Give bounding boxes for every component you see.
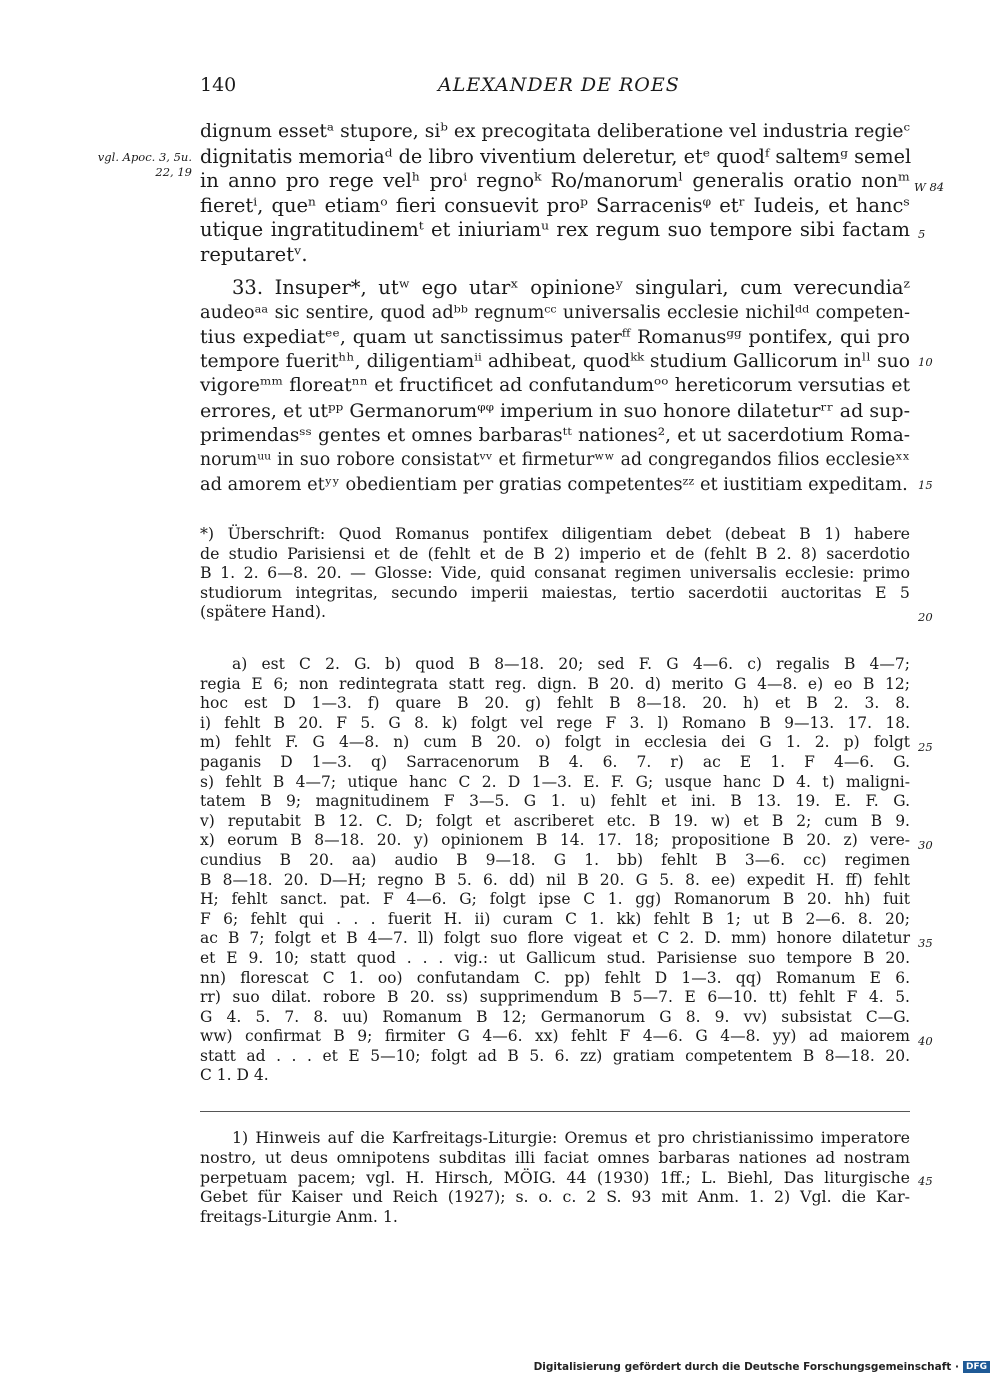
apparatus-line: C 1. D 4. <box>200 1066 269 1085</box>
margin-citation <box>80 150 192 180</box>
text-line: reputaretᵛ. <box>200 242 308 266</box>
text-line: tempore fueritʰʰ, diligentiamⁱⁱ adhibeat, quodᵏᵏ studium Gallicorum inˡˡ suo <box>200 350 910 372</box>
critical-apparatus <box>200 655 910 1086</box>
heading-gloss-note <box>200 524 910 622</box>
text-line: errores, et utᵖᵖ Germanorumᵠᵠ imperium in suo honore dilateturʳʳ ad sup- <box>200 399 910 422</box>
apparatus-line: paganis D 1—3. q) Sarracenorum B 4. 6. 7. r) ac E 1. F 4—6. G. <box>200 752 910 771</box>
apparatus-line: statt ad . . . et E 5—10; folgt ad B 5. 6. zz) gratiam competentem B 8—18. 20. <box>200 1046 910 1065</box>
apparatus-line: x) eorum B 8—18. 20. y) opinionem B 14. 17. 18; propositione B 20. z) vere- <box>200 831 910 850</box>
apparatus-line: et E 9. 10; statt quod . . . vig.: ut Gallicum stud. Parisiense suo tempore B 20. <box>200 948 910 967</box>
apparatus-line: m) fehlt F. G 4—8. n) cum B 20. o) folgt in ecclesia dei G 1. 2. p) folgt <box>200 733 910 752</box>
apparatus-line: nn) florescat C 1. oo) confutandam C. pp) fehlt D 1—3. qq) Romanum E 6. <box>200 968 910 987</box>
note-line: B 1. 2. 6—8. 20. — Glosse: Vide, quid consanat regimen universalis ecclesie: primo <box>200 563 910 583</box>
footnote-line: Gebet für Kaiser und Reich (1927); s. o. c. 2 S. 93 mit Anm. 1. 2) Vgl. die Kar- <box>200 1187 910 1207</box>
margin-ref-w84: W 84 <box>914 180 945 194</box>
line-number: 10 <box>918 355 933 369</box>
footnote-line: perpetuam pacem; vgl. H. Hirsch, MÖIG. 44 (1930) 1ff.; L. Biehl, Das liturgische <box>200 1167 910 1187</box>
apparatus-line: rr) suo dilat. robore B 20. ss) supprimendum B 5—7. E 6—10. tt) fehlt F 4. 5. <box>200 988 910 1007</box>
text-line: 33. Insuper*, utʷ ego utarˣ opinioneʸ singulari, cum verecundiaᶻ <box>232 276 910 299</box>
digitization-credit <box>534 1356 990 1378</box>
page-number: 140 <box>200 74 237 96</box>
text-line: tius expediatᵉᵉ, quam ut sanctissimus paterᶠᶠ Romanusᵍᵍ pontifex, qui pro <box>200 326 910 349</box>
footnotes <box>200 1128 910 1227</box>
footnote-line: freitags-Liturgie Anm. 1. <box>200 1207 398 1227</box>
text-line: vigoreᵐᵐ floreatⁿⁿ et fructificet ad confutandumᵒᵒ hereticorum versutias et <box>200 375 910 397</box>
note-line: (spätere Hand). <box>200 602 327 622</box>
running-title: ALEXANDER DE ROES <box>438 74 680 96</box>
apparatus-line: i) fehlt B 20. F 5. G 8. k) folgt vel rege F 3. l) Romano B 9—13. 17. 18. <box>200 713 910 732</box>
apparatus-line: hoc est D 1—3. f) quare B 20. g) fehlt B 8—18. 20. h) et B 2. 3. 8. <box>200 694 910 713</box>
apparatus-line: ww) confirmat B 9; firmiter G 4—6. xx) fehlt F 4—6. G 4—8. yy) ad maiorem <box>200 1027 910 1046</box>
line-number: 25 <box>918 740 933 754</box>
note-line: *) Überschrift: Quod Romanus pontifex diligentiam debet (debeat B 1) habere <box>200 524 910 543</box>
text-line: primendasˢˢ gentes et omnes barbarasᵗᵗ nationes², et ut sacerdotium Roma- <box>200 424 910 446</box>
line-number: 45 <box>918 1174 933 1188</box>
apparatus-line: ac B 7; folgt et B 4—7. ll) folgt suo flore vigeat et C 2. D. mm) honore dilatetur <box>200 929 910 948</box>
margin-citation-line: 22, 19 <box>155 165 192 179</box>
text-line: fieretⁱ, queⁿ etiamᵒ fieri consuevit proᵖ Sarracenisᵠ etʳ Iudeis, et hancˢ <box>200 193 910 217</box>
line-number: 5 <box>918 227 926 241</box>
text-line: dignitatis memoriaᵈ de libro viventium deleretur, etᵉ quodᶠ saltemᵍ semel <box>200 144 912 168</box>
text-line: utique ingratitudinemᵗ et iniuriamᵘ rex regum suo tempore sibi factam <box>200 218 910 242</box>
line-number: 20 <box>918 610 933 624</box>
apparatus-line: G 4. 5. 7. 8. uu) Romanum B 12; Germanorum G 8. 9. vv) subsistat C—G. <box>200 1007 910 1026</box>
dfg-logo: DFG <box>963 1361 990 1373</box>
apparatus-line: v) reputabit B 12. C. D; folgt et ascriberet etc. B 19. w) et B 2; cum B 9. <box>200 811 910 830</box>
text-line: audeoᵃᵃ sic sentire, quod adᵇᵇ regnumᶜᶜ universalis ecclesie nichilᵈᵈ competen- <box>200 302 910 323</box>
footnote-line: 1) Hinweis auf die Karfreitags-Liturgie: Oremus et pro christianissimo imperatore <box>232 1128 910 1147</box>
note-line: de studio Parisiensi et de (fehlt et de B 2) imperio et de (fehlt B 2. 8) sacerdotio <box>200 543 910 563</box>
text-line: dignum essetᵃ stupore, siᵇ ex precogitata deliberatione vel industria regieᶜ <box>200 121 910 142</box>
text-line: norumᵘᵘ in suo robore consistatᵛᵛ et firmeturʷʷ ad congregandos filios ecclesieˣˣ <box>200 450 910 471</box>
line-number: 15 <box>918 478 933 492</box>
margin-citation-line: vgl. Apoc. 3, 5u. <box>97 150 192 164</box>
paragraph-33 <box>200 276 910 497</box>
apparatus-line: B 8—18. 20. D—H; regno B 5. 6. dd) nil B 20. G 5. 8. ee) expedit H. ff) fehlt <box>200 870 910 889</box>
apparatus-line: H; fehlt sanct. pat. F 4—6. G; folgt ipse C 1. gg) Romanorum B 20. hh) fuit <box>200 890 910 909</box>
credit-text: Digitalisierung gefördert durch die Deutsche Forschungsgemeinschaft · <box>533 1361 959 1373</box>
paragraph-32-end <box>200 120 910 268</box>
line-number: 40 <box>918 1034 933 1048</box>
apparatus-line: s) fehlt B 4—7; utique hanc C 2. D 1—3. E. F. G; usque hanc D 4. t) maligni- <box>200 772 910 791</box>
apparatus-line: tatem B 9; magnitudinem F 3—5. G 1. u) fehlt et ini. B 13. 19. E. F. G. <box>200 792 910 811</box>
apparatus-line: regia E 6; non redintegrata statt reg. dign. B 20. d) merito G 4—8. e) eo B 12; <box>200 674 910 693</box>
note-line: studiorum integritas, secundo imperii maiestas, tertio sacerdotii auctoritas E 5 <box>200 582 910 602</box>
text-line: in anno pro rege velʰ proⁱ regnoᵏ Ro/manorumˡ generalis oratio nonᵐ <box>200 169 910 193</box>
text-line: ad amorem etʸʸ obedientiam per gratias competentesᶻᶻ et iustitiam expeditam. <box>200 474 908 495</box>
apparatus-line: cundius B 20. aa) audio B 9—18. G 1. bb) fehlt B 3—6. cc) regimen <box>200 850 910 869</box>
footnote-divider <box>200 1111 910 1112</box>
apparatus-line: F 6; fehlt qui . . . fuerit H. ii) curam C 1. kk) fehlt B 1; ut B 2—6. 8. 20; <box>200 909 910 928</box>
line-number: 30 <box>918 838 933 852</box>
line-number: 35 <box>918 936 933 950</box>
footnote-line: nostro, ut deus omnipotens subditas illi faciat omnes barbaras nationes ad nostram <box>200 1147 910 1167</box>
apparatus-line: a) est C 2. G. b) quod B 8—18. 20; sed F. G 4—6. c) regalis B 4—7; <box>232 655 910 673</box>
